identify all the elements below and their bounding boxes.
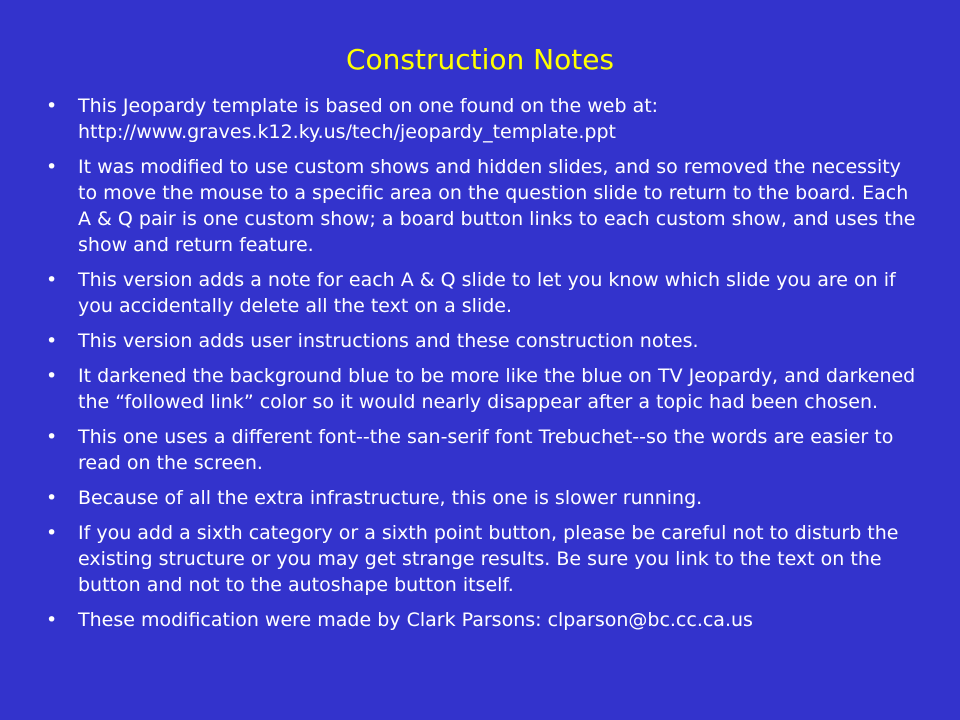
bullet-text: This version adds user instructions and these construction notes.: [78, 330, 699, 352]
bullet-dot-icon: •: [46, 95, 58, 117]
bullet-text: It darkened the background blue to be more like the blue on TV Jeopardy, and darkened the “followed link” color so it would nearly disappear after a topic had been chosen.: [78, 365, 916, 413]
bullet-text: These modification were made by Clark Parsons: clparson@bc.cc.ca.us: [78, 609, 753, 631]
bullet-dot-icon: •: [46, 609, 58, 631]
list-item: [46, 607, 926, 633]
bullet-dot-icon: •: [46, 522, 58, 544]
bullet-dot-icon: •: [46, 365, 58, 387]
bullet-dot-icon: •: [46, 426, 58, 448]
slide-title: Construction Notes: [345, 43, 615, 76]
bullet-text: It was modified to use custom shows and hidden slides, and so removed the necessity to move the mouse to a specific area on the question slide to return to the board. Each A & Q pair is one custom show; a board button links to each custom show, and uses the show and return feature.: [78, 156, 916, 256]
bullet-text: This Jeopardy template is based on one found on the web at: http://www.graves.k12.ky.us/tech/jeopardy_template.ppt: [78, 95, 659, 143]
list-item: [46, 267, 926, 319]
bullet-dot-icon: •: [46, 156, 58, 178]
bullet-dot-icon: •: [46, 487, 58, 509]
bullet-text: This version adds a note for each A & Q slide to let you know which slide you are on if you accidentally delete all the text on a slide.: [78, 269, 896, 317]
list-item: [46, 93, 926, 145]
bullet-dot-icon: •: [46, 330, 58, 352]
list-item: [46, 424, 926, 476]
bullet-text: Because of all the extra infrastructure, this one is slower running.: [78, 487, 703, 509]
list-item: [46, 328, 926, 354]
list-item: [46, 520, 926, 598]
bullet-list: [46, 93, 926, 642]
list-item: [46, 154, 926, 258]
list-item: [46, 363, 926, 415]
bullet-dot-icon: •: [46, 269, 58, 291]
bullet-text: If you add a sixth category or a sixth point button, please be careful not to disturb the existing structure or you may get strange results. Be sure you link to the text on the button and not to the autoshape button itself.: [78, 522, 899, 596]
bullet-text: This one uses a different font--the san-serif font Trebuchet--so the words are easier to read on the screen.: [78, 426, 894, 474]
list-item: [46, 485, 926, 511]
